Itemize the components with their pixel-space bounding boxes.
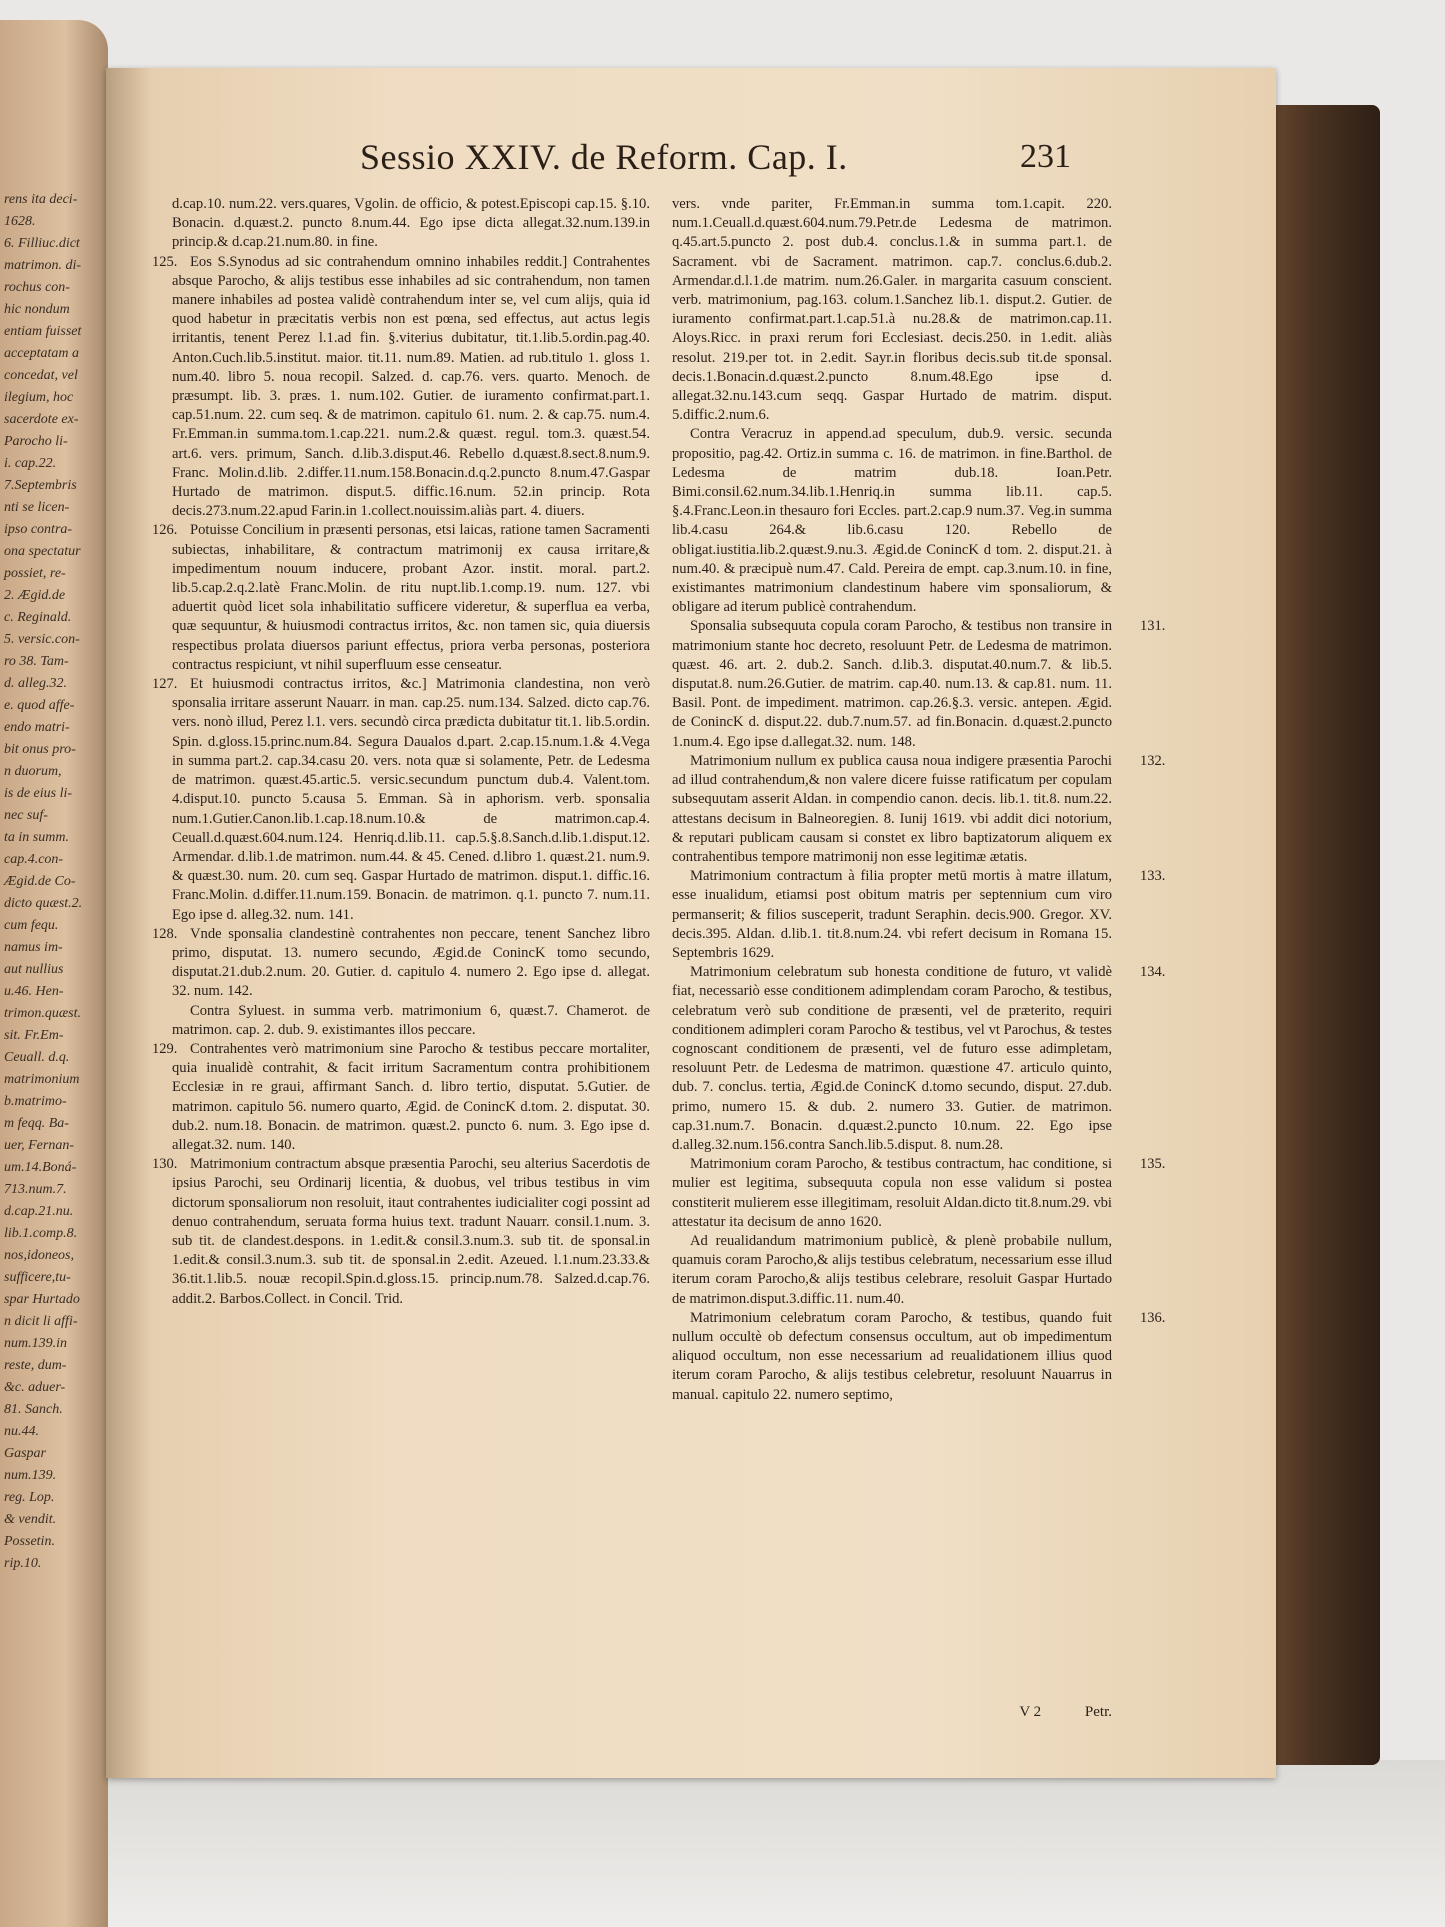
facing-page-text-fragment: e. quod affe- bbox=[4, 698, 75, 713]
facing-page-text-fragment: nos,idoneos, bbox=[4, 1248, 74, 1263]
paragraph bbox=[172, 1002, 650, 1040]
paragraph-text: Matrimonium contractum absque præsentia Parochi, seu alterius Sacerdotis de ipsius Parochi, seu Ordinarij licentia, & duobus, vel tribus testibus in vim dictorum sponsaliorum non resoluit, itaut contrahentes iudicialiter cogi possint ad denuo contrahendum, seruata forma huius text. tradunt Nauarr. consil.1.num. 3. sub tit. de clandest.despons. in 1.edit.& consil.3.num.3. sub tit. de sponsal.in 1.edit.& consil.3.num.3. sub tit. de sponsal.in 2.edit. Azeued. l.1.num.23.33.& 36.tit.1.lib.5. nouæ recopil.Spin.d.gloss.15. princip.num.78. Salzed.d.cap.76. addit.2. Barbos.Collect. in Concil. Trid. bbox=[172, 1156, 650, 1307]
paragraph bbox=[152, 521, 650, 675]
facing-page-text-fragment: & vendit. bbox=[4, 1512, 57, 1527]
facing-page-text-fragment: hic nondum bbox=[4, 302, 70, 317]
facing-page-text-fragment: u.46. Hen- bbox=[4, 984, 64, 999]
facing-page-text-fragment: Gaspar bbox=[4, 1446, 47, 1461]
facing-page-text-fragment: lib.1.comp.8. bbox=[4, 1226, 78, 1241]
paragraph bbox=[152, 253, 650, 522]
facing-page-text-fragment: endo matri- bbox=[4, 720, 70, 735]
paragraph-number: 133. bbox=[1140, 868, 1166, 885]
facing-page-text-fragment: ona spectatur bbox=[4, 544, 81, 559]
right-column bbox=[672, 195, 1166, 1405]
facing-page-text-fragment: nu.44. bbox=[4, 1424, 39, 1439]
paragraph-text: Matrimonium celebratum sub honesta conditione de futuro, vt validè fiat, necessariò esse conditionem adimplendam coram Parocho, & testibus, celebratum verò sub conditione de præsenti, vel de præterito, requiri conditionem adimpleri coram Parocho & testibus, vel vt Parochus, & testes cognoscant conditionem de præsenti, vel de futuro esse adimpletam, resoluunt Petr. de Ledesma de matrimon. quæstione 47. articulo quinto, dub. 7. conclus. tertia, Ægid.de ConincK d.tomo secundo, disput. 27.dub. primo, numero 15. & dub. 2. numero 33. Gutier. de matrimon. cap.31.num.7. Bonacin. d.quæst.2.puncto 10.num. 22. Ego ipse d.alleg.32.num.156.contra Sanch.lib.5.disput. 8. num.28. bbox=[672, 964, 1112, 1153]
paragraph-text: Matrimonium nullum ex publica causa noua indigere præsentia Parochi ad illud contrahendum,& non valere dicere fuisse ratificatum per copulam subsequutam asserit Aldan. in compendio canon. decis. lib.1. tit.8. num.22. attestans decisum in Balneoregien. 8. Iunij 1619. vbi addit dici notorium, & reputari publicam causam si constet ex libro baptizatorum aliquem ex contrahentibus tempore matrimonij non esse legitimæ ætatis. bbox=[672, 752, 1112, 865]
paragraph-text: vers. vnde pariter, Fr.Emman.in summa tom.1.capit. 220. num.1.Ceuall.d.quæst.604.num.79.Petr.de Ledesma de matrimon. q.45.art.5.puncto 2. post dub.4. conclus.1.& in summa part.1. de Sacrament. vbi de Sacrament. matrimon. cap.7. conclus.6.dub.2. Armendar.d.l.1.de matrim. num.26.Galer. in margarita casuum conscient. verb. matrimonium, pag.163. colum.1.Sanchez lib.1. disput.2. Gutier. de iuramento confirmat.part.1.cap.51.à nu.28.& de matrimon.cap.11. Aloys.Ricc. in praxi rerum fori Ecclesiast. decis.250. in 1.edit. aliàs resolut. 219.per tot. in 2.edit. Sayr.in floribus decis.sub tit.de sponsal. decis.1.Bonacin.d.quæst.2.puncto 8.num.48.Ego ipse d. allegat.32.nu.143.cum seqq. Gaspar Hurtado de matrim. disput. 5.diffic.2.num.6. bbox=[672, 196, 1112, 424]
page-number: 231 bbox=[1020, 138, 1071, 175]
facing-page-text-fragment: d. alleg.32. bbox=[4, 676, 67, 691]
paragraph bbox=[152, 1155, 650, 1309]
facing-page-text-fragment: i. cap.22. bbox=[4, 456, 57, 471]
facing-page-text-fragment: matrimon. di- bbox=[4, 258, 81, 273]
facing-page-text-fragment: m feqq. Ba- bbox=[4, 1116, 69, 1131]
facing-page-text-fragment: reg. Lop. bbox=[4, 1490, 55, 1505]
paragraph-number: 134. bbox=[1140, 964, 1166, 981]
facing-page-text-fragment: num.139.in bbox=[4, 1336, 67, 1351]
facing-page-text-fragment: ipso contra- bbox=[4, 522, 73, 537]
paragraph bbox=[152, 925, 650, 1002]
left-column bbox=[152, 195, 650, 1309]
facing-page-text-fragment: 81. Sanch. bbox=[4, 1402, 63, 1417]
facing-page-text-fragment: dicto quæst.2. bbox=[4, 896, 83, 911]
facing-page-text-fragment: ta in summ. bbox=[4, 830, 69, 845]
facing-page-edge bbox=[0, 20, 108, 1927]
facing-page-text-fragment: 2. Ægid.de bbox=[4, 588, 66, 603]
paragraph-text: Vnde sponsalia clandestinè contrahentes non peccare, tenent Sanchez libro primo, disputat. 13. numero secundo, Ægid.de ConincK tomo secundo, disputat.21.dub.2.num. 20. Gutier. d. capitulo 4. numero 2. Ego ipse d. allegat. 32. num. 142. bbox=[172, 925, 650, 1000]
catchword: Petr. bbox=[1084, 1704, 1112, 1720]
paragraph-number: 125. bbox=[152, 253, 178, 270]
facing-page-text-fragment: cum fequ. bbox=[4, 918, 59, 933]
facing-page-text-fragment: n duorum, bbox=[4, 764, 62, 779]
paragraph bbox=[672, 963, 1166, 1155]
page-footer bbox=[672, 1704, 1112, 1721]
paragraph bbox=[672, 425, 1112, 617]
facing-page-text-fragment: is de eius li- bbox=[4, 786, 73, 801]
facing-page-text-fragment: rens ita deci- bbox=[4, 192, 78, 207]
facing-page-text-fragment: 7.Septembris bbox=[4, 478, 77, 493]
facing-page-text-fragment: bit onus pro- bbox=[4, 742, 76, 757]
facing-page-text-fragment: namus im- bbox=[4, 940, 63, 955]
paragraph bbox=[672, 1232, 1112, 1309]
paragraph bbox=[152, 1040, 650, 1155]
facing-page-text-fragment: 713.num.7. bbox=[4, 1182, 67, 1197]
facing-page-text-fragment: n dicit li affi- bbox=[4, 1314, 78, 1329]
paragraph-text: Contrahentes verò matrimonium sine Parocho & testibus peccare mortaliter, quia inualidè contrahit, & facit irritum Sacramentum contra prohibitionem Ecclesiæ in re graui, affirmant Sanch. d. libro tertio, disputat. 5.Gutier. de matrimon. capitulo 56. numero quarto, Ægid. de ConincK d.tom. 2. disputat. 30. dub.2. num.18. Bonacin. de matrimon. quæst.2. puncto 6. num. 3. Ego ipse d. allegat.32. num. 140. bbox=[172, 1040, 650, 1153]
signature-mark: V 2 bbox=[1019, 1704, 1042, 1720]
paragraph-number: 130. bbox=[152, 1156, 178, 1173]
paragraph-text: Matrimonium coram Parocho, & testibus contractum, hac conditione, si mulier est legitima, subsequuta copula non esse validum si postea constiterit mulierem esse illegitimam, resoluit Aldan.dicto tit.8.num.29. vbi attestatur ita decisum de anno 1620. bbox=[672, 1156, 1112, 1230]
paragraph-number: 128. bbox=[152, 925, 178, 942]
paragraph-text: Sponsalia subsequuta copula coram Parocho, & testibus non transire in matrimonium stante hoc decreto, resoluunt Petr. de Ledesma de matrimon. quæst. 46. art. 2. dub.2. Sanch. d.lib.3. disputat.40.num.7. & lib.5. disputat.8. num.26.Gutier. de matrim. cap.40. num.13. & cap.81. num. 11. Basil. Pont. de impediment. matrimon. cap.26.§.3. versic. antepen. Ægid. de ConincK d. disput.22. dub.7.num.57. ad fin.Bonacin. d.quæst.2.puncto 1.num.4. Ego ipse d.allegat.32. num. 148. bbox=[672, 618, 1112, 750]
facing-page-text-fragment: aut nullius bbox=[4, 962, 64, 977]
facing-page-text-fragment: rip.10. bbox=[4, 1556, 42, 1571]
facing-page-text-fragment: trimon.quæst. bbox=[4, 1006, 82, 1021]
facing-page-text-fragment: sacerdote ex- bbox=[4, 412, 79, 427]
paragraph-text: Eos S.Synodus ad sic contrahendum omnino inhabiles reddit.] Contrahentes absque Parocho, & alijs testibus esse inhabiles ad sic contrahendum, non tamen manere inhabiles ad postea validè contrahendum inter se, vel cum alijs, quia id quod habetur in præcitatis verbis non est pœna, sed effectus, aut actus legis irritantis, tenent Perez l.1.ad fin. §.viterius dubitatur, tit.1.lib.5.ordin.pag.40. Anton.Cuch.lib.5.institut. maior. tit.11. num.89. Matien. ad rub.titulo 1. gloss 1. num.40. libro 5. noua recopil. Salzed. d. cap.76. vers. quarto. Menoch. de præsumpt. lib. 3. præs. 1. num.102. Gutier. de iuramento confirmat.part.1. cap.51.num. 22. cum seq. & de matrimon. capitulo 61. num. 2. & cap.75. num.4. Fr.Emman.in summa.tom.1.cap.221. num.2.& quæst. regul. tom.3. quæst.54. art.6. vers. primum, Sanch. d.lib.3.disput.46. Rebello d.quæst.8.sect.8.num.9. Franc. Molin.d.lib. 2.differ.11.num.158.Bonacin.d.q.2.puncto 8.num.47.Gaspar Hurtado de matrimon. disput.5. diffic.16.num. 52.in princip. Rota decis.273.num.22.apud Farin.in 1.collect.nouissim.aliàs part. 4. diuers. bbox=[172, 253, 650, 520]
facing-page-text-fragment: entiam fuisset bbox=[4, 324, 82, 339]
facing-page-text-fragment: Possetin. bbox=[4, 1534, 55, 1549]
facing-page-text-fragment: rochus con- bbox=[4, 280, 70, 295]
paragraph bbox=[672, 1155, 1166, 1232]
paragraph bbox=[152, 675, 650, 925]
facing-page-text-fragment: b.matrimo- bbox=[4, 1094, 67, 1109]
facing-page-text-fragment: spar Hurtado bbox=[4, 1292, 80, 1307]
facing-page-text-fragment: num.139. bbox=[4, 1468, 57, 1483]
paragraph bbox=[672, 752, 1166, 867]
paragraph-text: Contra Syluest. in summa verb. matrimonium 6, quæst.7. Chamerot. de matrimon. cap. 2. dub. 9. existimantes illos peccare. bbox=[172, 1002, 650, 1038]
paragraph-number: 129. bbox=[152, 1040, 178, 1057]
paragraph bbox=[172, 195, 650, 253]
paragraph bbox=[672, 867, 1166, 963]
paragraph-text: Et huiusmodi contractus irritos, &c.] Matrimonia clandestina, non verò sponsalia irritare asserunt Nauarr. in man. cap.25. num.134. Salzed. dicto cap.76. vers. nonò illud, Perez l.1. vers. secundò circa prædicta dubitatur tit.1. lib.5.ordin. Spin. d.gloss.15.princ.num.84. Segura Daualos d.part. 2.cap.15.num.1.& 4.Vega in summa part.2. cap.34.casu 20. vers. nota quæ si solamente, Petr. de Ledesma de matrimon. quæst.45.artic.5. versic.secundum punctum dub.4. Valent.tom. 4.disput.10. puncto 5.causa 5. Emman. Sà in aphorism. verb. sponsalia num.1.Gutier.Canon.lib.1.cap.18.num.10.& de matrimon.cap.4. Ceuall.d.quæst.604.num.124. Henriq.d.lib.11. cap.5.§.8.Sanch.d.lib.1.disput.12. Armendar. d.lib.1.de matrimon. num.44. & 45. Cened. d.libro 1. quæst.21. num.9. & quæst.30. num. 20. cum seq. Gaspar Hurtado de matrimon. disput.1. diffic.16. Franc.Molin. d.differ.11.num.159. Bonacin. de matrimon. q.1. puncto 7. num.11. Ego ipse d. alleg.32. num. 141. bbox=[172, 676, 650, 923]
facing-page-text-fragment: um.14.Boná- bbox=[4, 1160, 77, 1175]
facing-page-text-fragment: 1628. bbox=[4, 214, 36, 229]
facing-page-text-fragment: sit. Fr.Em- bbox=[4, 1028, 64, 1043]
book-fore-edge bbox=[1265, 105, 1380, 1765]
facing-page-text-fragment: c. Reginald. bbox=[4, 610, 72, 625]
paragraph-number: 127. bbox=[152, 676, 178, 693]
facing-page-text-fragment: nec suf- bbox=[4, 808, 48, 823]
paragraph-text: Matrimonium contractum à filia propter metū mortis à matre illatum, esse inualidum, etiamsi post obitum matris per septennium cum viro permanserit; & filios susceperit, tradunt Seraphin. decis.900. Gregor. XV. decis.395. Aldan. d.lib.1. tit.8.num.24. vbi refert decisum in Romana 15. Septembris 1629. bbox=[672, 868, 1112, 961]
paragraph-text: Contra Veracruz in append.ad speculum, dub.9. versic. secunda propositio, pag.42. Ortiz.in summa c. 16. de matrimon. in fine.Barthol. de Ledesma de matrim dub.18. Ioan.Petr. Bimi.consil.62.num.34.lib.1.Henriq.in summa lib.11. cap.5. §.4.Franc.Leon.in thesauro fori Eccles. part.2.cap.9 num.37. Veg.in summa lib.4.casu 264.& lib.6.casu 120. Rebello de obligat.iustitia.lib.2.quæst.9.nu.3. Ægid.de ConincK d tom. 2. disput.21. à num.40. & præcipuè num.47. Cald. Pereira de empt. cap.3.num.10. in fine, existimantes matrimonium clandestinum habere vim sponsaliorum, & obligare ad iterum publicè contrahendum. bbox=[672, 426, 1112, 616]
paragraph-number: 135. bbox=[1140, 1156, 1166, 1173]
running-header: Sessio XXIV. de Reform. Cap. I. bbox=[360, 137, 848, 177]
facing-page-text-fragment: 6. Filliuc.dict bbox=[4, 236, 80, 251]
facing-page-text-fragment: Ægid.de Co- bbox=[4, 874, 76, 889]
paragraph bbox=[672, 617, 1166, 751]
paragraph-text: Potuisse Concilium in præsenti personas, etsi laicas, ratione tamen Sacramenti subiectas, inhabilitare, & contractum matrimonij ex causa irritare,& impedimentum nouum inducere, probant Azor. instit. moral. part.2. lib.5.cap.2.q.2.latè Franc.Molin. de ritu nupt.lib.1.comp.19. num. 127. vbi aduertit quòd licet sola inhabilitatio sufficere videretur, & superflua ea verba, quæ sequuntur, & huiusmodi contractus irritos, &c. non tamen sic, quia diuersis respectibus prolata diuersos pariunt effectus, priora verba personas, posteriora contractus respiciunt, vt nihil superfluum esse censeatur. bbox=[172, 522, 650, 673]
facing-page-text-fragment: concedat, vel bbox=[4, 368, 78, 383]
facing-page-text-fragment: nti se licen- bbox=[4, 500, 70, 515]
facing-page-text-fragment: 5. versic.con- bbox=[4, 632, 80, 647]
facing-page-text-fragment: &c. aduer- bbox=[4, 1380, 66, 1395]
paragraph bbox=[672, 1309, 1166, 1405]
facing-page-text-fragment: ilegium, hoc bbox=[4, 390, 74, 405]
facing-page-text-fragment: acceptatam a bbox=[4, 346, 80, 361]
paragraph-text: Matrimonium celebratum coram Parocho, & testibus, quando fuit nullum occultè ob defectum consensus occultum, aut ob impedimentum aliquod occultum, non esse necessarium ad reualidationem illius quod iterum coram Parocho, & alijs testibus celebretur, resoluunt Nauarrus in manual. capitulo 22. numero septimo, bbox=[672, 1309, 1112, 1403]
facing-page-text-fragment: sufficere,tu- bbox=[4, 1270, 71, 1285]
facing-page-text-fragment: cap.4.con- bbox=[4, 852, 64, 867]
paragraph bbox=[672, 195, 1112, 425]
paragraph-number: 136. bbox=[1140, 1309, 1166, 1326]
paragraph-number: 131. bbox=[1140, 618, 1166, 635]
facing-page-text-fragment: possiet, re- bbox=[4, 566, 66, 581]
paragraph-text: d.cap.10. num.22. vers.quares, Vgolin. de officio, & potest.Episcopi cap.15. §.10. Bonacin. d.quæst.2. puncto 8.num.44. Ego ipse dicta allegat.32.num.139.in princip.& d.cap.21.num.80. in fine. bbox=[172, 196, 650, 251]
facing-page-text-fragment: d.cap.21.nu. bbox=[4, 1204, 74, 1219]
facing-page-text-fragment: Ceuall. d.q. bbox=[4, 1050, 70, 1065]
background bbox=[0, 1760, 1445, 1927]
facing-page-text-fragment: reste, dum- bbox=[4, 1358, 67, 1373]
paragraph-number: 132. bbox=[1140, 752, 1166, 769]
facing-page-text-fragment: uer, Fernan- bbox=[4, 1138, 74, 1153]
paragraph-text: Ad reualidandum matrimonium publicè, & plenè probabile nullum, quamuis coram Parocho,& alijs testibus celebratum, necessarium esse illud iterum coram Parocho,& alijs testibus celebrare, resoluit Gaspar Hurtado de matrimon.disput.3.diffic.11. num.40. bbox=[672, 1232, 1112, 1307]
facing-page-text-fragment: Parocho li- bbox=[4, 434, 68, 449]
facing-page-text-fragment: matrimonium bbox=[4, 1072, 80, 1087]
paragraph-number: 126. bbox=[152, 522, 178, 539]
facing-page-text-fragment: ro 38. Tam- bbox=[4, 654, 69, 669]
